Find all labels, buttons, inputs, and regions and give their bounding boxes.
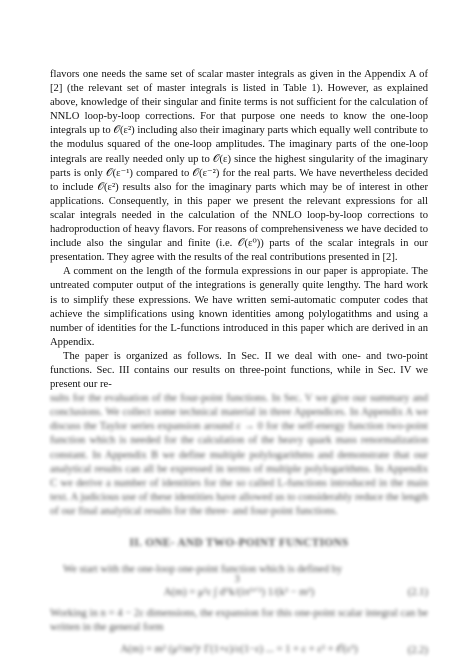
blurred-region: [50, 392, 428, 665]
paragraph-section-intro: We start with the one-loop one-point function which is defined by: [63, 564, 343, 575]
equation-2-1-body: A(m) = μ²ε ∫ dᴰk/(iπᴰᐟ²) 1/(k² − m²): [163, 587, 315, 599]
section-title: II. ONE- AND TWO-POINT FUNCTIONS: [129, 537, 349, 549]
equation-2-2-number: (2.2): [407, 644, 428, 656]
paragraph-after-equation: Working in n = 4 − 2ε dimensions, the expansion for this one-point scalar integral can be written in the general form: [50, 608, 428, 634]
paragraph-3: The paper is organized as follows. In Sec. II we deal with one- and two-point functions. Sec. III contains our results on three-point functions, while in Sec. IV we present our re-: [50, 350, 428, 391]
page-number: 3: [234, 574, 240, 585]
equation-2-2: [50, 635, 428, 665]
paragraph-1: flavors one needs the same set of scalar master integrals as given in the Appendix A of [2] (the relevant set of master integrals is listed in Table 1). However, as explained above, knowledge of their singular and finite terms is not sufficient for the calculation of NNLO loop-by-loop corrections. For that purpose one needs to know the one-loop integrals up to 𝒪(ε²) including also their imaginary parts which equally well contribute to the modulus squared of the one-loop amplitudes. The imaginary parts of the one-loop integrals are really needed only up to 𝒪(ε) since the highest singularity of the imaginary parts is only 𝒪(ε⁻¹) compared to 𝒪(ε⁻²) for the real parts. We have nevertheless decided to include 𝒪(ε²) results also for the imaginary parts which may be of interest in other applications. Consequently, in this paper we present the relevant expressions for all scalar integrals needed in the calculation of the NNLO loop-by-loop corrections to hadroproduction of heavy flavors. For reasons of comprehensiveness we have decided to include also the singular and finite (i.e. 𝒪(ε⁰)) parts of the scalar integrals in our presentation. They agree with the results of the real contributions presented in [2].: [50, 69, 428, 264]
equation-2-1-number: (2.1): [407, 586, 428, 598]
equation-2-2-body: A(m) = m² (μ²/m²)ᵋ Γ(1+ε)/ε(1−ε) ... = 1 + ε + ε² + 𝒪(ε³): [120, 644, 358, 656]
paragraph-3-continued: sults for the evaluation of the four-point functions. In Sec. V we give our summary and conclusions. We collect some technical material in three Appendices. In Appendix A we discuss the Taylor series expansion around ε → 0 for the self-energy function two-point function which is needed for the calculation of the heavy quark mass renormalization constant. In Appendix B we define multiple polylogarithms and demonstrate that our analytical results can all be expressed in terms of multiple polylogarithms. In Appendix C we derive a number of identities for the so called L-functions introduced in the main text. A judicious use of these identities have allowed us to considerably reduce the length of our final analytical results for the three- and four-point functions.: [50, 393, 428, 517]
paragraph-2: A comment on the length of the formula expressions in our paper is appropiate. The untreated computer output of the integrations is generally quite lengthy. The hard work is to simplify these expressions. We have written semi-automatic computer codes that achieve the simplifications using known identities among polylogatithms and using a number of identities for the L-functions introduced in this paper which are derived in an Appendix.: [50, 266, 428, 348]
